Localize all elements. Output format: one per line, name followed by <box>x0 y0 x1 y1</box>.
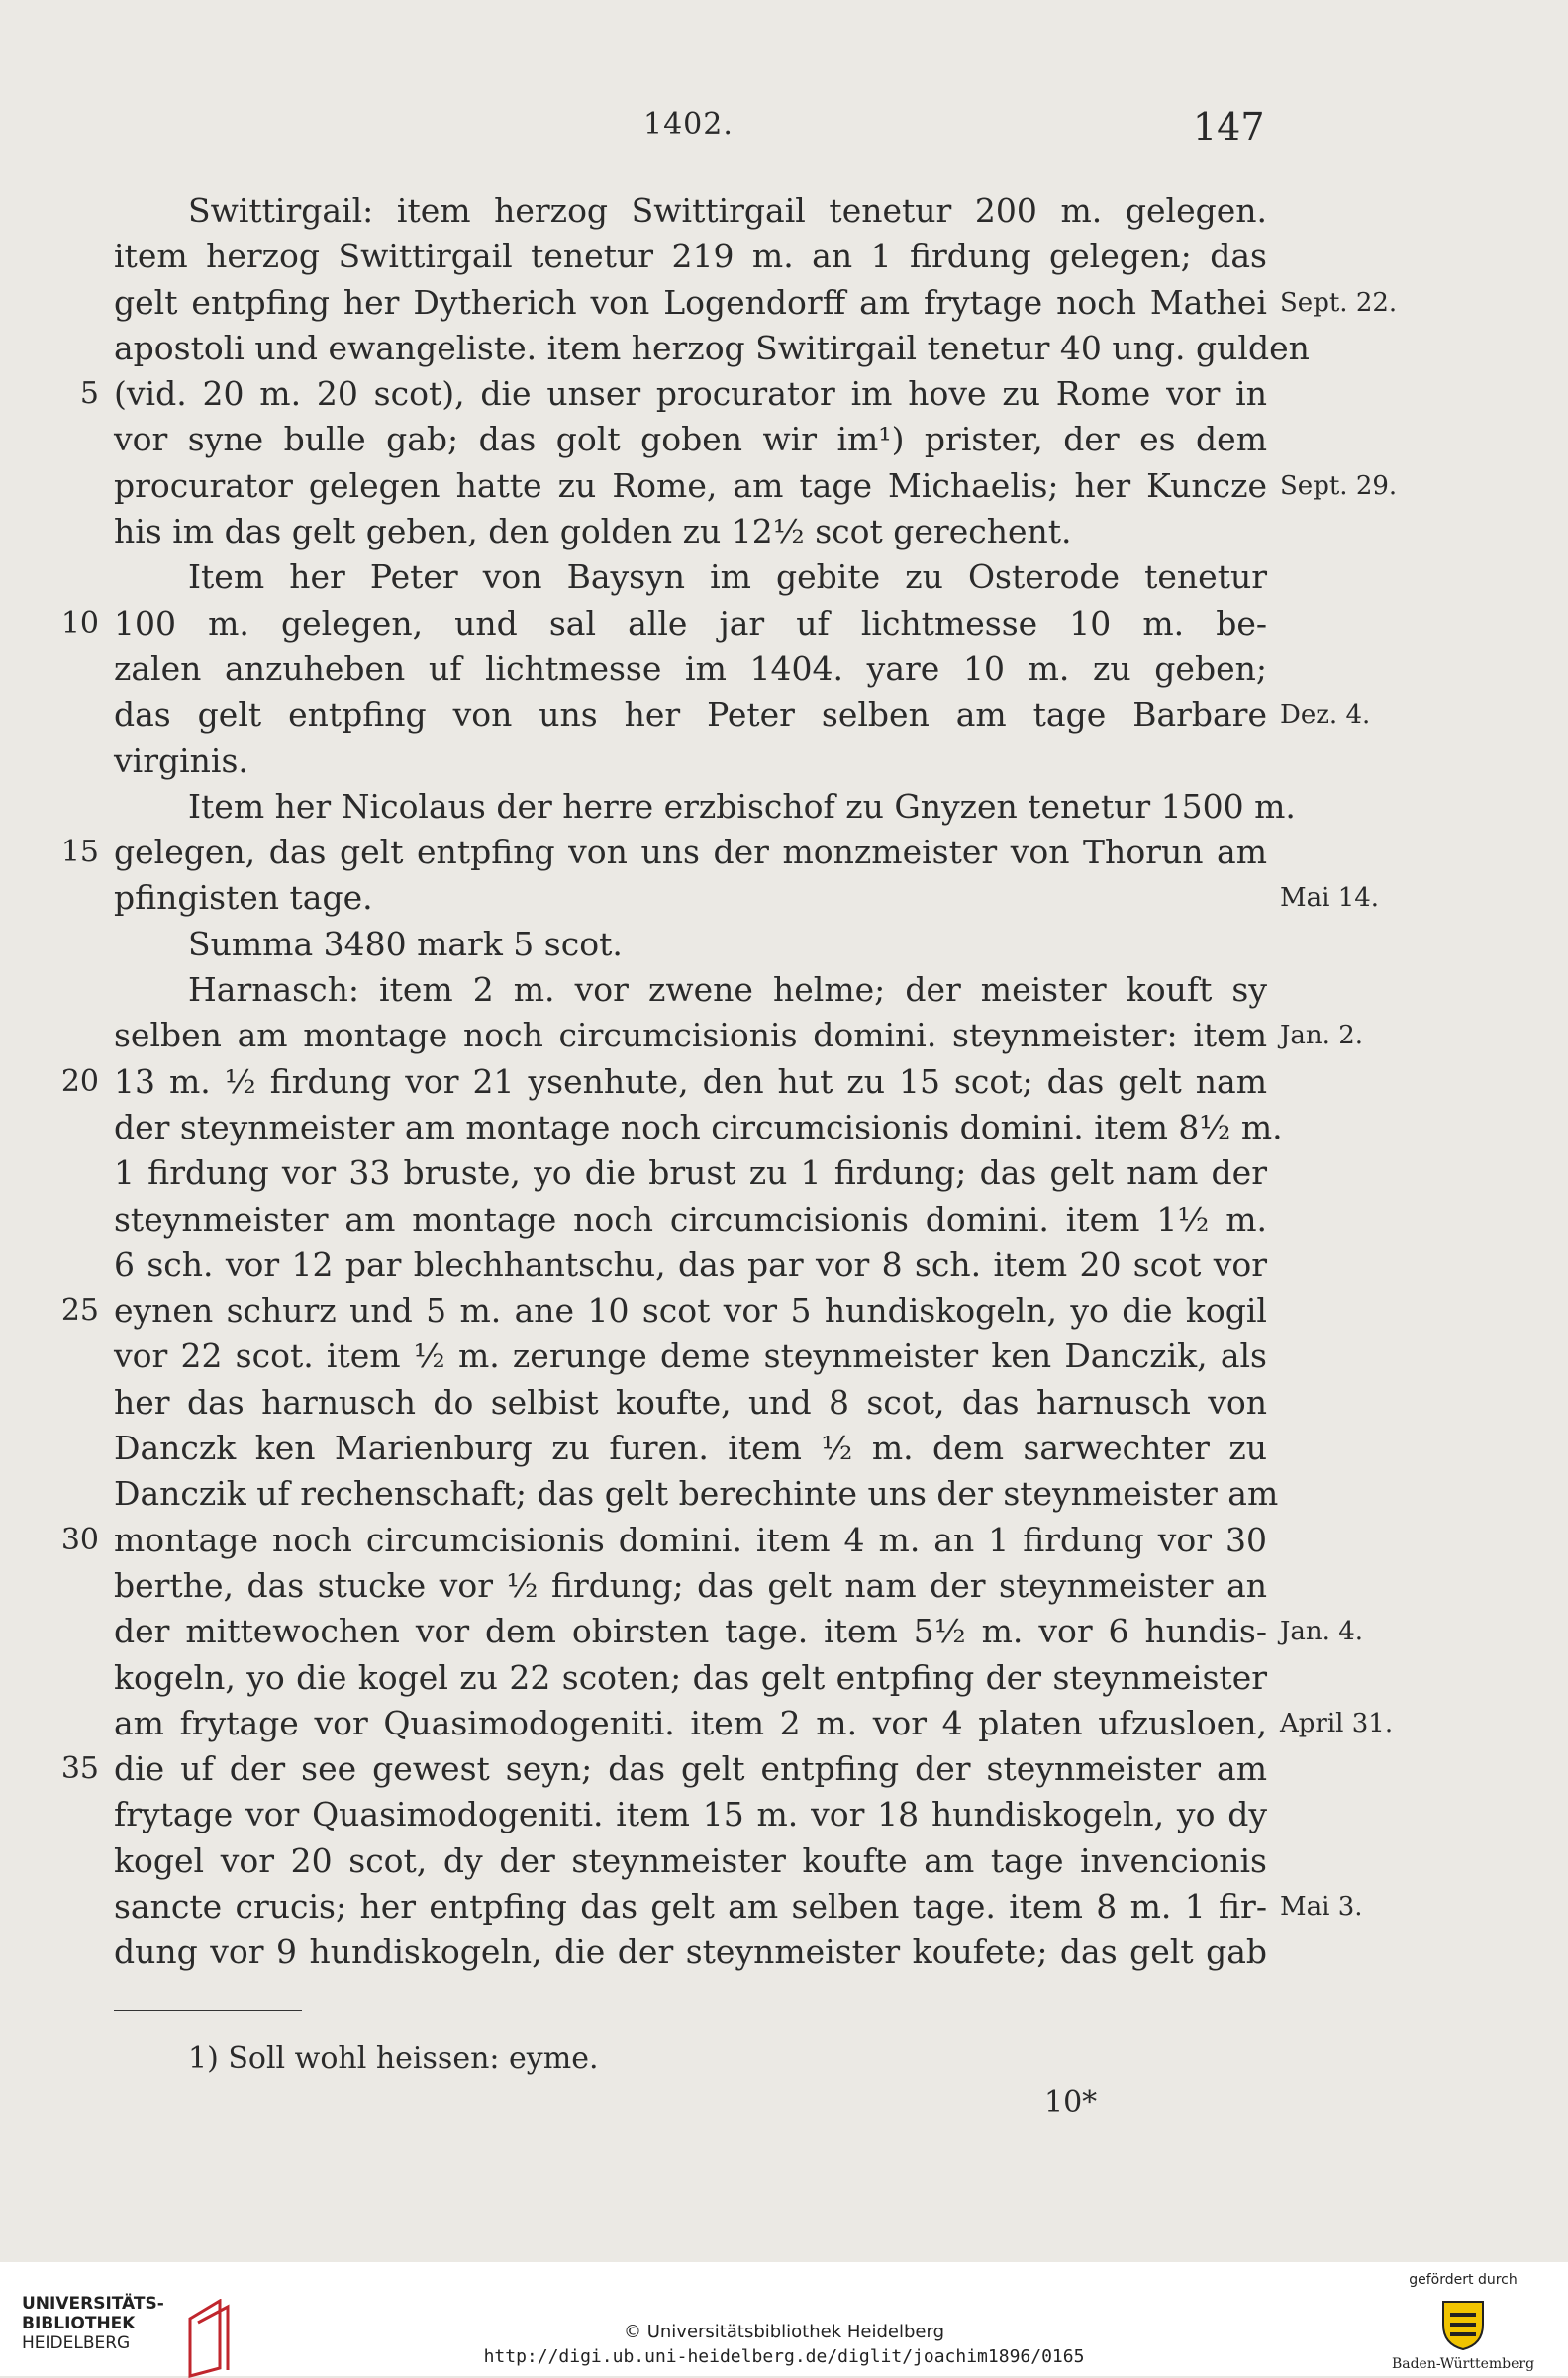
margin-date: Mai 3. <box>1280 1891 1363 1922</box>
text-line-content: pfingisten tage. <box>114 878 373 918</box>
text-line <box>114 1013 1364 1058</box>
line-number: 5 <box>79 376 99 412</box>
text-line-content: Item her Nicolaus der herre erzbischof zu Gnyzen tenetur 1500 m. <box>188 786 1296 826</box>
text-line <box>114 1701 1394 1746</box>
funder-block <box>1384 2272 1542 2372</box>
text-line-content: gelegen, das gelt entpfing von uns der monzmeister von Thorun am <box>114 833 1267 872</box>
margin-date: Mai 14. <box>1280 883 1380 914</box>
footer-bar <box>0 2262 1568 2376</box>
margin-date: April 31. <box>1280 1708 1394 1738</box>
text-line-content: procurator gelegen hatte zu Rome, am tage Michaelis; her Kuncze <box>114 465 1267 505</box>
margin-date: Jan. 4. <box>1280 1617 1364 1647</box>
text-line <box>114 188 1267 234</box>
text-line-content: kogeln, yo die kogel zu 22 scoten; das gelt entpfing der steynmeister <box>114 1657 1267 1697</box>
text-line <box>114 1334 1267 1379</box>
text-line-content: 1 firdung vor 33 bruste, yo die brust zu 1 firdung; das gelt nam der <box>114 1153 1267 1193</box>
body-text <box>60 188 1398 1976</box>
funder-name: Baden-Württemberg <box>1391 2356 1535 2372</box>
line-number: 20 <box>60 1063 99 1099</box>
text-line <box>114 417 1267 462</box>
line-number: 35 <box>60 1751 99 1787</box>
text-line <box>114 554 1267 600</box>
text-line-content: Swittirgail: item herzog Swittirgail tenetur 200 m. gelegen. <box>188 191 1267 230</box>
text-line-content: der mittewochen vor dem obirsten tage. item 5½ m. vor 6 hundis- <box>114 1612 1267 1651</box>
library-name-line3: HEIDELBERG <box>22 2333 131 2353</box>
text-line <box>79 371 1267 417</box>
text-line-content: sancte crucis; her entpfing das gelt am selben tage. item 8 m. 1 fir- <box>114 1886 1267 1926</box>
text-line <box>60 1746 1267 1792</box>
text-line <box>60 601 1267 646</box>
running-head-year: 1402. <box>643 107 734 142</box>
funder-label: gefördert durch <box>1409 2272 1518 2288</box>
line-number: 10 <box>60 605 99 641</box>
text-line-content: vor 22 scot. item ½ m. zerunge deme steynmeister ken Danczik, als <box>114 1337 1267 1376</box>
text-line-content: selben am montage noch circumcisionis domini. steynmeister: item <box>114 1016 1267 1055</box>
line-number: 25 <box>60 1293 99 1329</box>
text-line-content: steynmeister am montage noch circumcisionis domini. item 1½ m. <box>114 1199 1267 1239</box>
line-number: 30 <box>60 1522 99 1557</box>
text-line-content: zalen anzuheben uf lichtmesse im 1404. yare 10 m. zu geben; <box>114 648 1267 688</box>
text-line-content: montage noch circumcisionis domini. item 4 m. an 1 firdung vor 30 <box>114 1520 1267 1559</box>
text-line-content: die uf der see gewest seyn; das gelt entpfing der steynmeister am <box>114 1749 1267 1789</box>
text-line-content: (vid. 20 m. 20 scot), die unser procurator im hove zu Rome vor in <box>114 374 1267 414</box>
copyright-notice: © Universitätsbibliothek Heidelberg <box>623 2322 944 2342</box>
text-line <box>114 1930 1267 1975</box>
footnote: 1) Soll wohl heissen: eyme. <box>188 2041 599 2076</box>
text-line <box>60 830 1267 875</box>
text-line <box>114 509 1267 554</box>
footnote-divider <box>114 2010 302 2011</box>
text-line <box>114 463 1398 509</box>
margin-date: Dez. 4. <box>1280 700 1371 731</box>
page-header <box>0 99 1568 149</box>
text-line-content: Item her Peter von Baysyn im gebite zu Osterode tenetur <box>188 557 1267 597</box>
text-line <box>114 784 1296 830</box>
page-number: 147 <box>1193 105 1265 149</box>
text-line-content: kogel vor 20 scot, dy der steynmeister koufte am tage invencionis <box>114 1840 1267 1880</box>
margin-date: Jan. 2. <box>1280 1021 1364 1051</box>
text-line <box>114 1838 1267 1884</box>
text-line <box>114 1471 1279 1517</box>
text-line <box>114 1197 1267 1242</box>
text-line-content: 6 sch. vor 12 par blechhantschu, das par vor 8 sch. item 20 scot vor <box>114 1244 1267 1284</box>
text-line <box>114 1792 1267 1837</box>
line-number: 15 <box>60 835 99 870</box>
text-line-content: item herzog Swittirgail tenetur 219 m. an 1 firdung gelegen; das <box>114 237 1267 276</box>
text-line-content: virginis. <box>114 741 248 780</box>
text-line <box>114 1563 1267 1609</box>
text-line-content: gelt entpfing her Dytherich von Logendorff am frytage noch Mathei <box>114 282 1267 322</box>
text-line-content: 100 m. gelegen, und sal alle jar uf lichtmesse 10 m. be- <box>114 603 1267 643</box>
margin-date: Sept. 29. <box>1280 470 1398 501</box>
text-line <box>60 1288 1267 1334</box>
library-name-line1: UNIVERSITÄTS- <box>22 2294 164 2314</box>
text-line <box>114 646 1267 692</box>
margin-date: Sept. 22. <box>1280 287 1398 318</box>
text-line-content: eynen schurz und 5 m. ane 10 scot vor 5 hundiskogeln, yo die kogil <box>114 1291 1267 1331</box>
text-line <box>114 692 1371 738</box>
text-line-content: am frytage vor Quasimodogeniti. item 2 m. vor 4 platen ufzusloen, <box>114 1703 1267 1742</box>
text-line <box>114 234 1267 279</box>
text-line-content: Harnasch: item 2 m. vor zwene helme; der meister kouft sy <box>188 970 1267 1010</box>
text-line <box>114 326 1310 371</box>
text-line <box>60 1518 1267 1563</box>
text-line <box>114 1105 1283 1150</box>
text-line <box>114 922 1267 967</box>
text-line-content: vor syne bulle gab; das golt goben wir im¹) prister, der es dem <box>114 420 1267 459</box>
text-line-content: dung vor 9 hundiskogeln, die der steynmeister koufete; das gelt gab <box>114 1932 1267 1972</box>
text-line <box>114 1655 1267 1701</box>
text-line-content: apostoli und ewangeliste. item herzog Switirgail tenetur 40 ung. gulden <box>114 328 1310 367</box>
text-line <box>114 1609 1364 1654</box>
coat-of-arms-icon <box>1438 2297 1488 2351</box>
sheet-signature: 10* <box>1044 2085 1098 2120</box>
text-line-content: her das harnusch do selbist koufte, und 8 scot, das harnusch von <box>114 1382 1267 1422</box>
text-line-content: frytage vor Quasimodogeniti. item 15 m. vor 18 hundiskogeln, yo dy <box>114 1795 1267 1834</box>
text-line-content: 13 m. ½ firdung vor 21 ysenhute, den hut zu 15 scot; das gelt nam <box>114 1061 1267 1101</box>
text-line <box>60 1059 1267 1105</box>
text-line <box>114 1426 1267 1471</box>
text-line-content: der steynmeister am montage noch circumcisionis domini. item 8½ m. <box>114 1107 1283 1146</box>
library-name-line2: BIBLIOTHEK <box>22 2314 136 2333</box>
text-line <box>114 1884 1363 1930</box>
text-line-content: berthe, das stucke vor ½ firdung; das gelt nam der steynmeister an <box>114 1565 1267 1605</box>
text-line <box>114 739 1267 784</box>
text-line-content: Danczk ken Marienburg zu furen. item ½ m. dem sarwechter zu <box>114 1429 1267 1468</box>
text-line <box>114 1380 1267 1426</box>
text-line-content: das gelt entpfing von uns her Peter selben am tage Barbare <box>114 695 1267 735</box>
text-line <box>114 1150 1267 1196</box>
text-line <box>114 1242 1267 1288</box>
text-line <box>114 875 1380 921</box>
text-line-content: Danczik uf rechenschaft; das gelt berechinte uns der steynmeister am <box>114 1474 1279 1514</box>
text-line-content: Summa 3480 mark 5 scot. <box>188 924 623 963</box>
text-line <box>114 967 1267 1013</box>
permalink-url[interactable]: http://digi.ub.uni-heidelberg.de/diglit/joachim1896/0165 <box>483 2346 1085 2367</box>
text-line-content: his im das gelt geben, den golden zu 12½ scot gerechent. <box>114 512 1072 551</box>
text-line <box>114 280 1398 326</box>
